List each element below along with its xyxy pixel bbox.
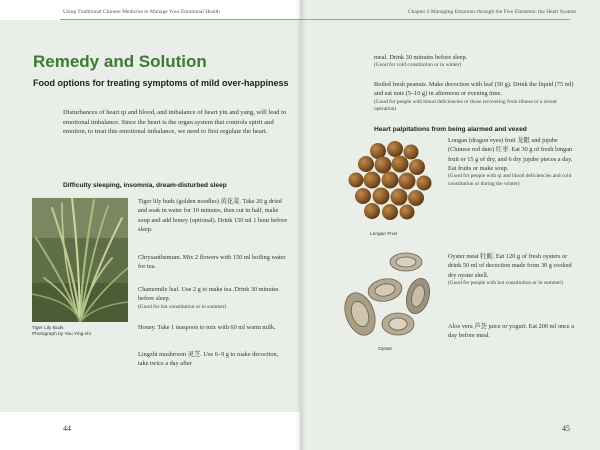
remedy-aloe-vera: Aloe vera 芦荟 juice or yogurt. Eat 200 ml once a day before meal. <box>448 323 575 340</box>
remedy-chamomile-note: (Good for hot constitution or in summer) <box>138 303 227 310</box>
remedy-longan-text: Longan (dragon eyes) fruit 龙眼 and jujube (Chinese red date) 红枣. Eat 30 g of fresh longan fruit or 15 g of dry, and 6 dry jujube pieces a day. Eat fruits or make soup. <box>448 137 573 172</box>
running-head-right: Chapter 2 Managing Emotions through the Five Elements: the Heart System <box>407 9 576 15</box>
header-rule-left <box>60 19 300 20</box>
book-gutter <box>296 0 306 450</box>
continuation-text <box>374 53 574 70</box>
remedy-honey: Honey. Take 1 teaspoon to mix with 60 ml warm milk. <box>138 324 276 331</box>
longan-photo <box>344 140 438 226</box>
page-number-right: 45 <box>562 424 570 433</box>
remedy-peanuts-text: Boiled fresh peanuts. Make decoction with leaf (50 g). Drink the liquid (75 ml) and eat nuts (5–10 g) in afternoon or evening time. <box>374 81 574 98</box>
section-title: Remedy and Solution <box>33 52 207 71</box>
remedy-chamomile-text: Chamomile leaf. Use 2 g to make tea. Drink 30 minutes before sleep. <box>138 286 279 303</box>
remedy-lingzhi: Lingzhi mushroom 灵芝. Use 6–9 g to make decoction, take twice a day after <box>138 351 279 368</box>
page-number-left: 44 <box>63 424 71 433</box>
right-page-footer-area <box>300 412 600 450</box>
remedy-chamomile <box>138 285 288 311</box>
oyster-caption: Oyster <box>378 347 393 352</box>
tiger-lily-photo <box>32 198 128 322</box>
remedy-peanuts-note: (Good for people with blood deficiencies or those recovering from illness or a recent operation) <box>374 98 557 113</box>
sleep-section-heading: Difficulty sleeping, insomnia, dream-disturbed sleep <box>63 182 227 189</box>
header-rule-right <box>300 19 570 20</box>
right-page <box>300 0 600 450</box>
running-head-left: Using Traditional Chinese Medicine to Manage Your Emotional Health <box>63 9 220 15</box>
subhead: Food options for treating symptoms of mild over-happiness <box>33 78 289 88</box>
longan-caption: Longan Fruit <box>370 232 397 237</box>
left-page-footer-area <box>0 412 300 450</box>
photo-caption: Tiger Lily Buds <box>32 326 64 331</box>
intro-paragraph: Disturbances of heart qi and blood, and imbalance of heart yin and yang, will lead to emotional imbalance. Since the heart is the organ system that controls spirit and emotion, to treat this emotional imbalance, we need to first regulate the heart. <box>63 109 287 136</box>
remedy-oyster-text: Oyster meat 牡蛎. Eat 120 g of fresh oysters or drink 50 ml of decoction made from 30 g cooked dry oyster shell. <box>448 253 572 279</box>
photo-credit: Photograph by Yau Ying-chi <box>32 332 92 337</box>
continuation-note: (Good for cold constitution or in winter) <box>374 62 462 69</box>
remedy-longan-note: (Good for people with qi and blood deficiencies and cold constitution or during the winter) <box>448 173 572 187</box>
continuation-line: meal. Drink 30 minutes before sleep. <box>374 54 468 61</box>
remedy-oyster-note: (Good for people with hot constitution or in summer) <box>448 279 563 286</box>
remedy-oyster <box>448 252 576 287</box>
oyster-photo <box>340 248 440 344</box>
remedy-tiger-lily: Tiger lily buds (golden noodles) 黄花菜. Take 20 g dried and soak in water for 10 minutes, then cut in half, make soup and add honey (optional). Drink 150 ml 1 hour before sleep. <box>138 198 288 233</box>
remedy-longan <box>448 136 576 188</box>
remedy-peanuts <box>374 80 574 114</box>
remedy-chrysanthemum: Chrysanthemum. Mix 2 flowers with 150 ml boiling water for tea. <box>138 254 286 271</box>
palpitations-section-heading: Heart palpitations from being alarmed and vexed <box>374 126 527 133</box>
